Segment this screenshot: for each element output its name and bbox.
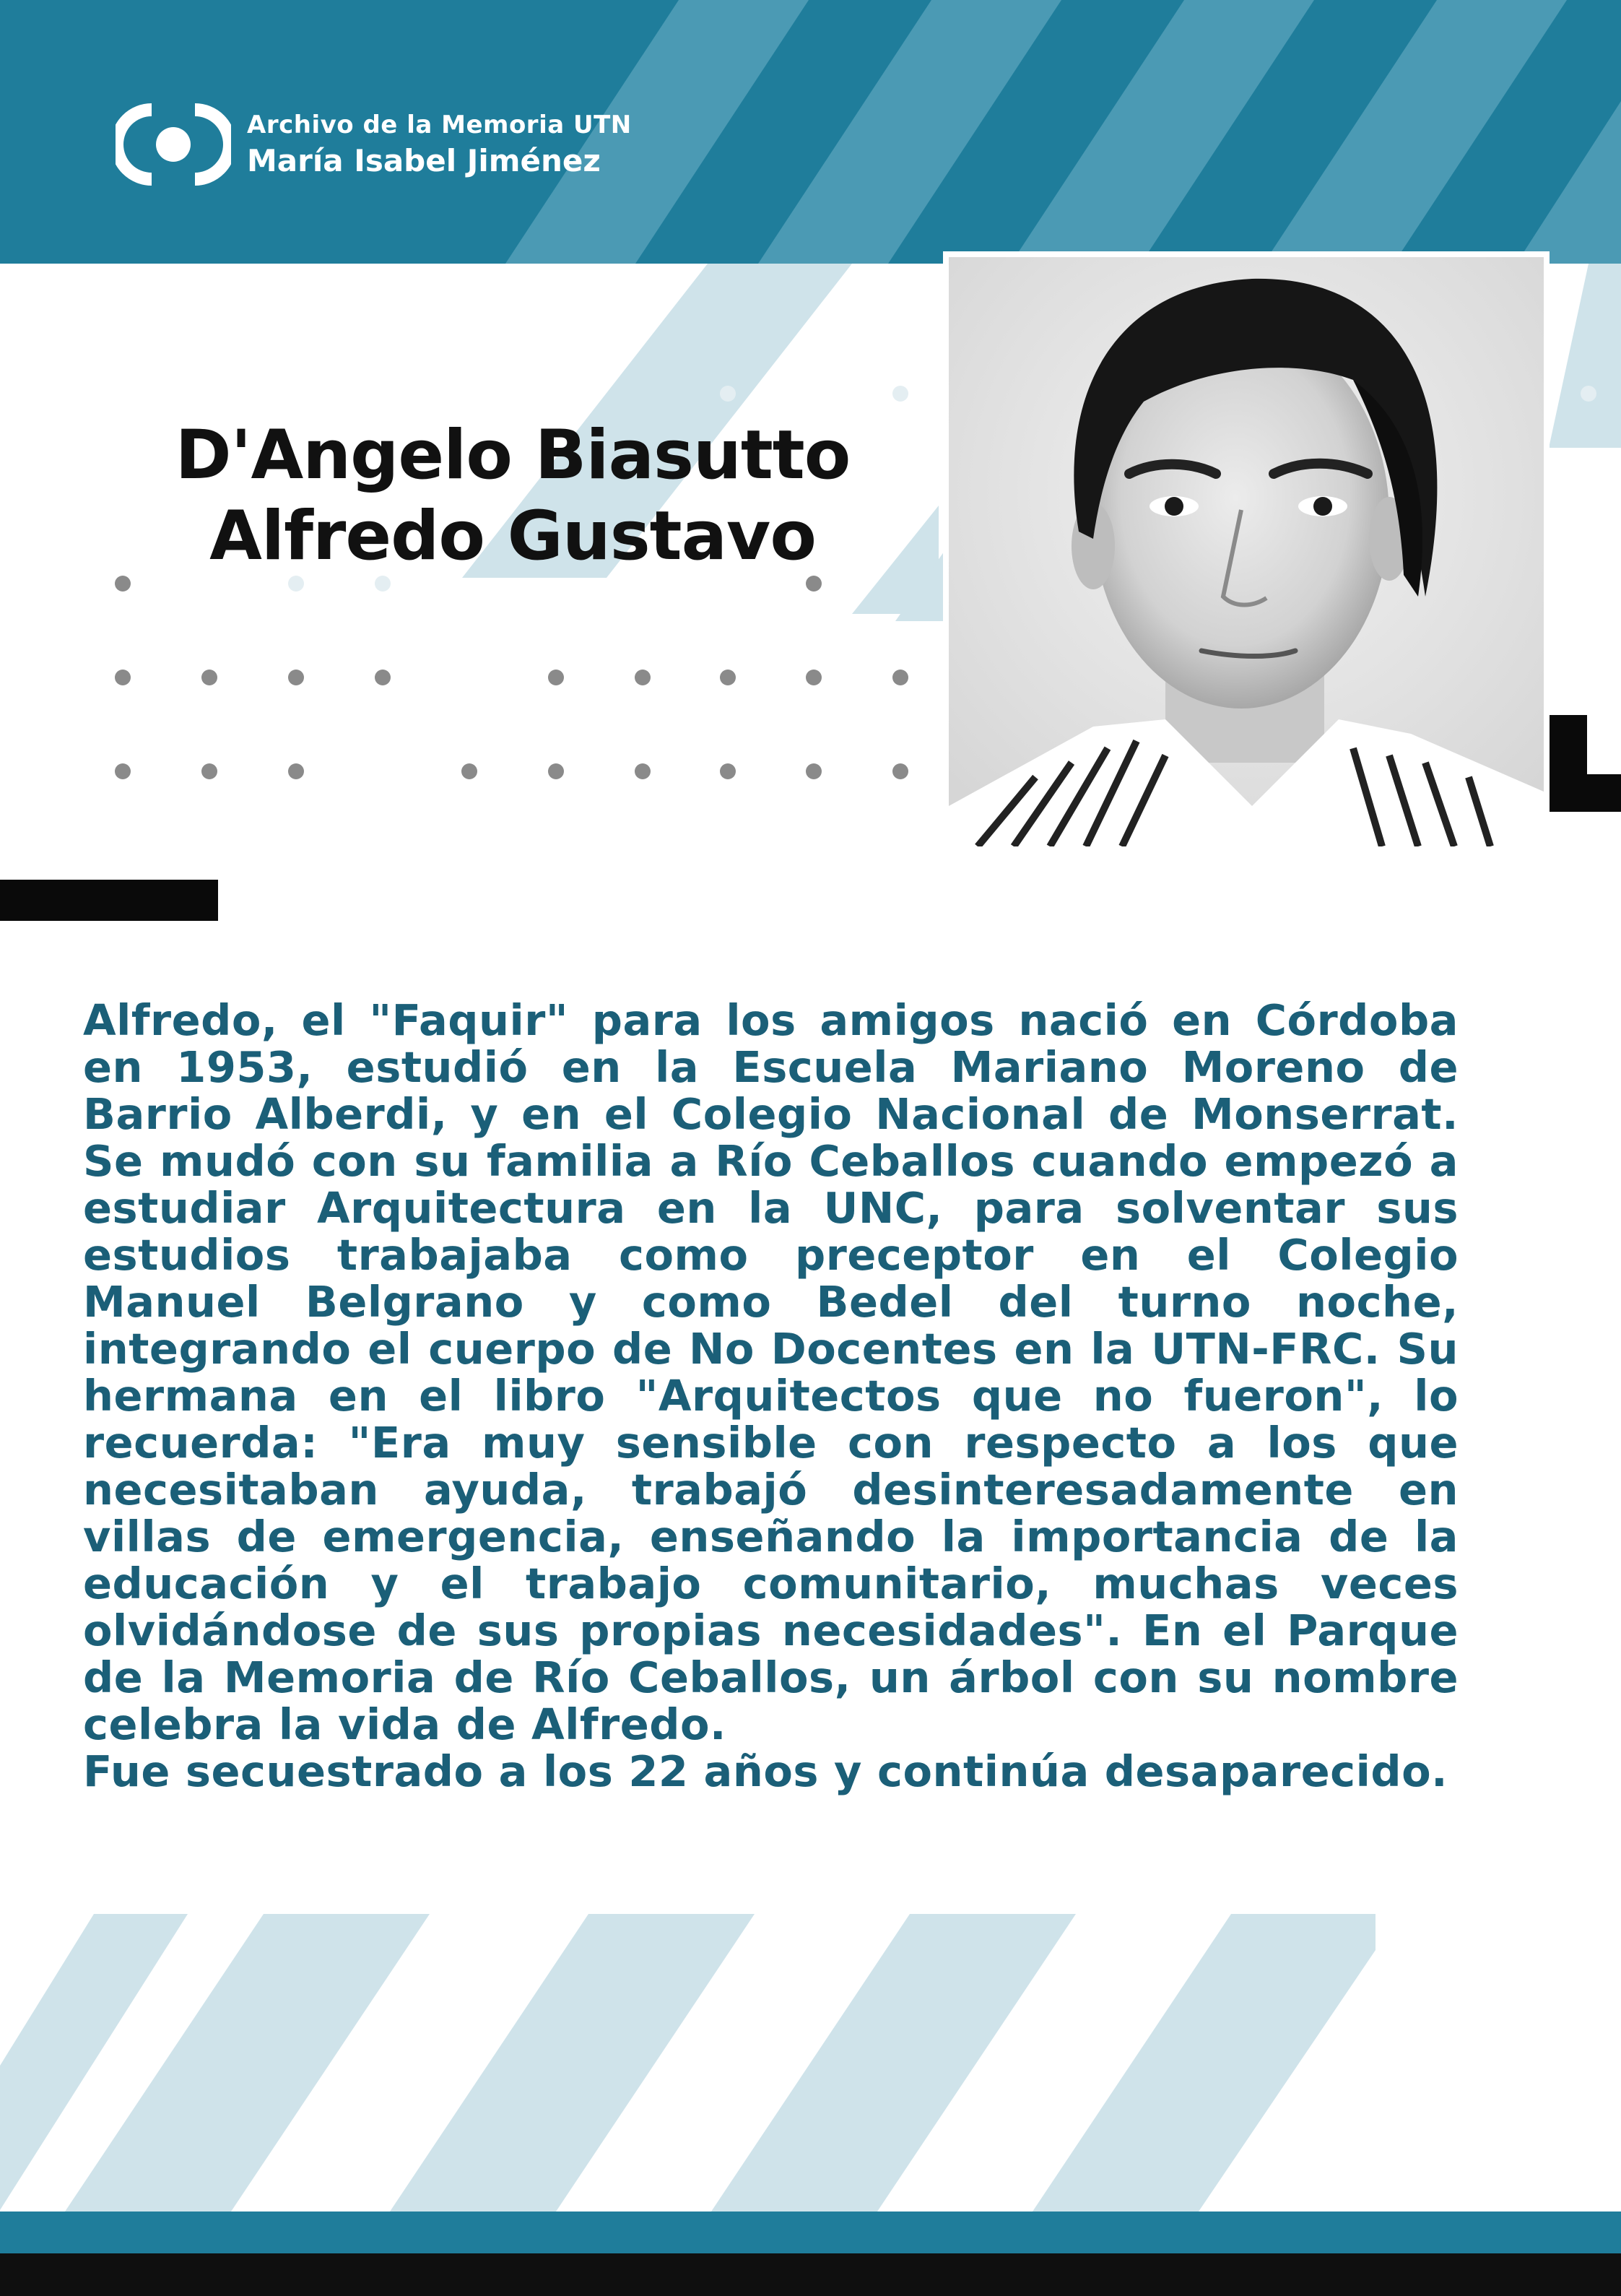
biography xyxy=(83,997,1459,1795)
person-name xyxy=(87,415,939,577)
person-surname: D'Angelo Biasutto xyxy=(175,416,851,495)
corner-bracket-mark xyxy=(1550,715,1621,812)
portrait-frame xyxy=(943,251,1550,852)
archive-subtitle: María Isabel Jiménez xyxy=(247,143,601,178)
accent-bar xyxy=(0,880,218,921)
portrait-photo xyxy=(949,257,1544,846)
footer-band-dark xyxy=(0,2253,1621,2296)
biography-paragraph: Alfredo, el "Faquir" para los amigos nació en Córdoba en 1953, estudió en la Escuela Mariano Moreno de Barrio Alberdi, y en el Colegio Nacional de Monserrat. Se mudó con su familia a Río Ceballos cuando empezó a estudiar Arquitectura en la UNC, para solventar sus estudios trabajaba como preceptor en el Colegio Manuel Belgrano y como Bedel del turno noche, integrando el cuerpo de No Docentes en la UTN-FRC. Su hermana en el libro "Arquitectos que no fueron", lo recuerda: "Era muy sensible con respecto a los que necesitaban ayuda, trabajó desinteresadamente en villas de emergencia, enseñando la importancia de la educación y el trabajo comunitario, muchas veces olvidándose de sus propias necesidades". En el Parque de la Memoria de Río Ceballos, un árbol con su nombre celebra la vida de Alfredo. xyxy=(83,995,1459,1749)
archive-title: Archivo de la Memoria UTN xyxy=(247,111,632,139)
person-given-names: Alfredo Gustavo xyxy=(209,497,816,576)
disappearance-statement: Fue secuestrado a los 22 años y continúa desaparecido. xyxy=(83,1746,1448,1796)
